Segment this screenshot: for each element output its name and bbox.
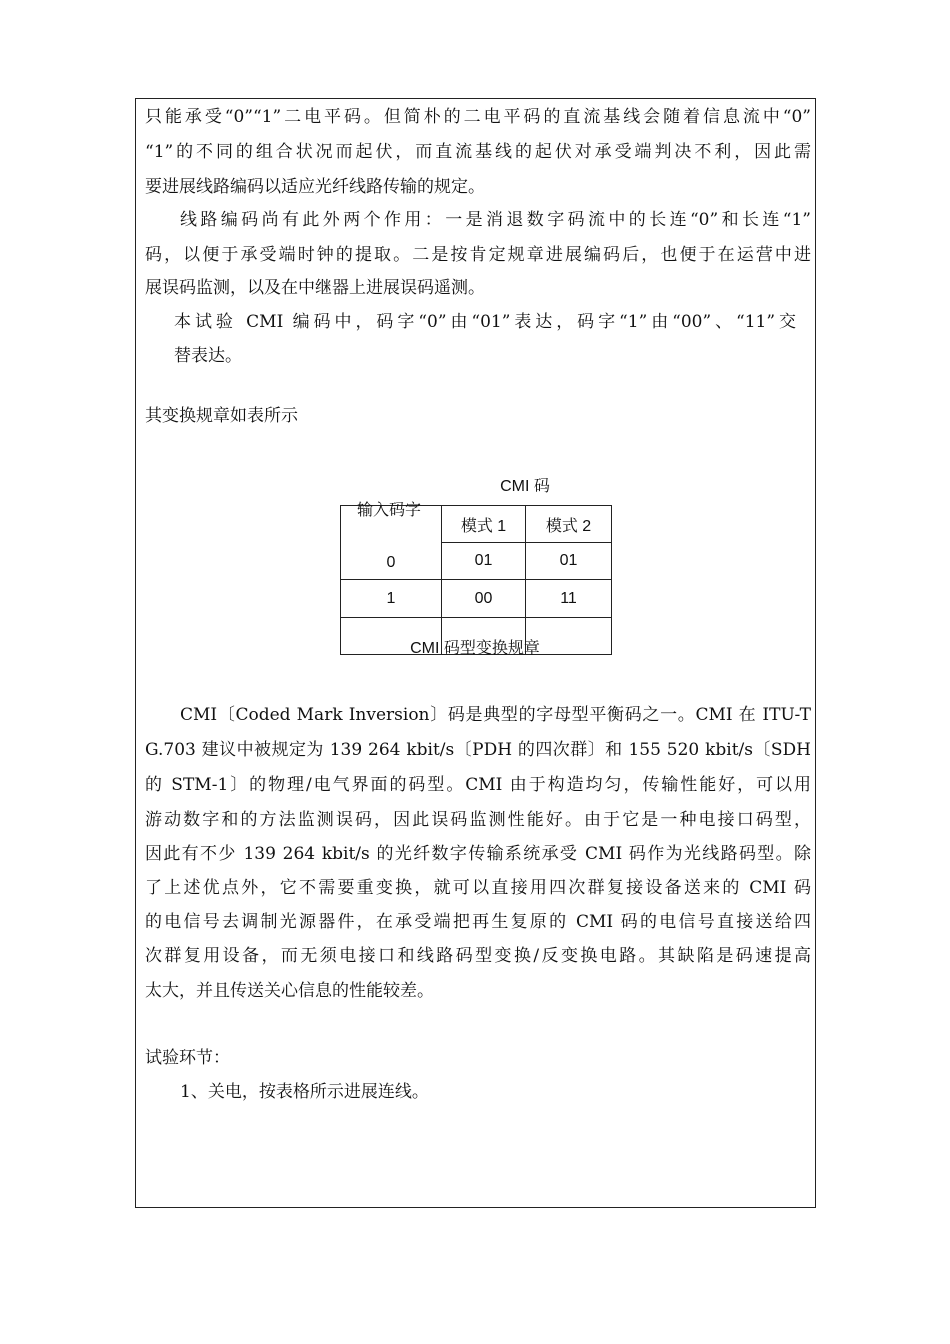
text-line: 只能承受“0”“1”二电平码。但简朴的二电平码的直流基线会随着信息流中“0”	[145, 107, 811, 127]
text-line: 的 STM-1〕的物理/电气界面的码型。CMI 由于构造均匀，传输性能好，可以用	[145, 775, 811, 795]
text-line: 的电信号去调制光源器件，在承受端把再生复原的 CMI 码的电信号直接送给四	[145, 912, 811, 932]
text-line: 太大，并且传送关心信息的性能较差。	[145, 981, 434, 1001]
table-header-cmi: CMI 码	[500, 478, 550, 495]
text-line: 线路编码尚有此外两个作用：一是消退数字码流中的长连“0”和长连“1”	[180, 210, 811, 230]
text-line: “1”的不同的组合状况而起伏，而直流基线的起伏对承受端判决不利，因此需	[145, 142, 811, 162]
table-cell: 00	[442, 580, 526, 618]
text-line: G.703 建议中被规定为 139 264 kbit/s〔PDH 的四次群〕和 155 520 kbit/s〔SDH	[145, 740, 811, 760]
table-cell-mode1: 模式 1	[442, 506, 526, 543]
text-line: 替表达。	[174, 346, 242, 366]
text-line: 因此有不少 139 264 kbit/s 的光纤数字传输系统承受 CMI 码作为光线路码型。除	[145, 844, 811, 864]
table-cell: 1	[341, 580, 442, 618]
text-line: 次群复用设备，而无须电接口和线路码型变换/反变换电路。其缺陷是码速提高	[145, 946, 811, 966]
text-line: 游动数字和的方法监测误码，因此误码监测性能好。由于它是一种电接口码型，	[145, 810, 811, 830]
step-item: 1、关电，按表格所示进展连线。	[180, 1082, 429, 1102]
table-cell: 11	[526, 580, 612, 618]
table-cell: 01	[442, 543, 526, 580]
table-cell: 01	[526, 543, 612, 580]
text-line: 码，以便于承受端时钟的提取。二是按肯定规章进展编码后，也便于在运营中进	[145, 245, 811, 265]
text-line: 本试验 CMI 编码中，码字“0”由“01”表达，码字“1”由“00”、“11”交	[174, 312, 796, 332]
table-cell-mode2: 模式 2	[526, 506, 612, 543]
text-line: 展误码监测，以及在中继器上进展误码遥测。	[145, 278, 485, 298]
text-line: CMI〔Coded Mark Inversion〕码是典型的字母型平衡码之一。CMI 在 ITU-T	[180, 705, 811, 725]
table-caption: CMI 码型变换规章	[410, 640, 540, 657]
text-line: 要进展线路编码以适应光纤线路传输的规定。	[145, 177, 485, 197]
cmi-table	[340, 505, 612, 655]
table-cell-input-0: 0	[386, 554, 396, 571]
table-header-input: 输入码字	[357, 502, 422, 519]
text-line: 其变换规章如表所示	[145, 406, 298, 426]
steps-title: 试验环节：	[145, 1048, 230, 1068]
text-line: 了上述优点外，它不需要重变换，就可以直接用四次群复接设备送来的 CMI 码	[145, 878, 811, 898]
